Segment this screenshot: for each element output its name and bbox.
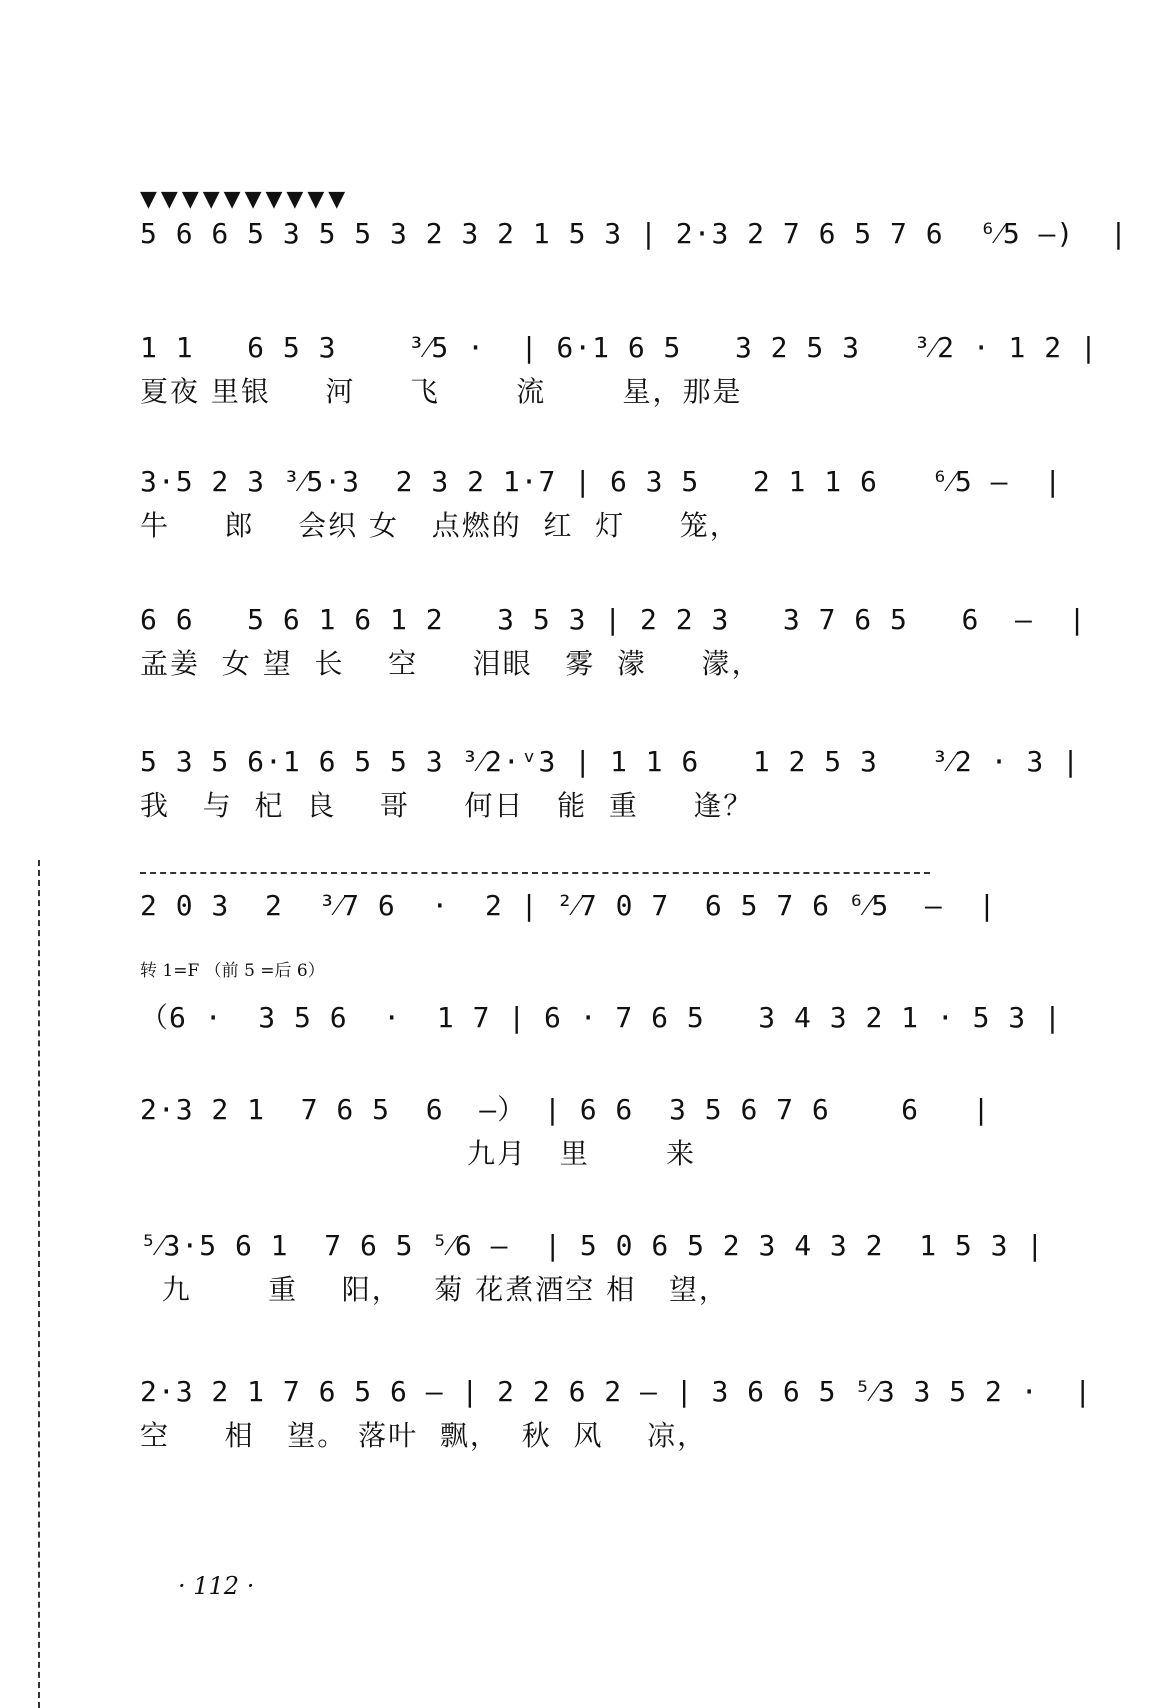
notation-line: ⁵⁄3·5 6 1 7 6 5 ⁵⁄6 — | 5 0 6 5 2 3 4 3 2 1 5 3 | — [140, 1229, 1045, 1262]
notation-line: 2·3 2 1 7 6 5 6 —） | 6 6 3 5 6 7 6 6 | — [140, 1093, 991, 1126]
score-system-6 — [140, 886, 1020, 926]
notation-line: （6 · 3 5 6 · 1 7 | 6 · 7 6 5 3 4 3 2 1 · 5 3 | — [140, 1001, 1062, 1034]
lyrics-line: 夏夜 里银 河 飞 流 星，那是 — [140, 375, 743, 408]
accent-marks: ▼▼▼▼▼▼▼▼▼▼ — [140, 187, 350, 212]
key-change-label: 转 1=F （前 5 =后 6） — [140, 961, 325, 981]
score-system-8 — [140, 1090, 1020, 1176]
score-system-10 — [140, 1372, 1093, 1458]
lyrics-line: 牛 郎 会织 女 点燃的 红 灯 笼， — [140, 509, 740, 542]
dashed-tie — [140, 872, 930, 874]
lyrics-line: 九月 里 来 — [140, 1137, 697, 1170]
lyrics-line: 我 与 杞 良 哥 何日 能 重 逢？ — [140, 789, 754, 822]
score-system-7 — [140, 960, 1062, 1038]
score-system-1 — [140, 187, 1128, 300]
binding-dashed-line — [38, 860, 40, 1708]
notation-line: 2·3 2 1 7 6 5 6 — | 2 2 6 2 — | 3 6 6 5 ⁵⁄3 3 5 2 · | — [140, 1375, 1093, 1408]
page-number: · 112 · — [178, 1572, 255, 1600]
score-system-4 — [140, 600, 1087, 686]
notation-line: 5 3 5 6·1 6 5 5 3 ³⁄2·ᵛ3 | 1 1 6 1 2 5 3 ³⁄2 · 3 | — [140, 745, 1080, 778]
score-system-9 — [140, 1226, 1045, 1312]
score-system-5 — [140, 742, 1080, 828]
notation-line: 2 0 3 2 ³⁄7 6 · 2 | ²⁄7 0 7 6 5 7 6 ⁶⁄5 — | — [140, 889, 997, 922]
lyrics-line: 空 相 望。 落叶 飘， 秋 风 凉， — [140, 1419, 708, 1452]
notation-line: 6 6 5 6 1 6 1 2 3 5 3 | 2 2 3 3 7 6 5 6 — | — [140, 603, 1087, 636]
score-system-3 — [140, 462, 1063, 548]
lyrics-line: 九 重 阳， 菊 花煮酒空 相 望， — [140, 1273, 729, 1306]
notation-line: 5 6 6 5 3 5 5 3 2 3 2 1 5 3 | 2·3 2 7 6 5 7 6 ⁶⁄5 —) | — [140, 217, 1128, 250]
score-system-2 — [140, 328, 1098, 414]
lyrics-line: 孟姜 女 望 长 空 泪眼 雾 濛 濛， — [140, 647, 762, 680]
notation-line: 3·5 2 3 ³⁄5·3 2 3 2 1·7 | 6 3 5 2 1 1 6 ⁶⁄5 — | — [140, 465, 1063, 498]
lyrics-line — [140, 260, 1020, 300]
notation-line: 1 1 6 5 3 ³⁄5 · | 6·1 6 5 3 2 5 3 ³⁄2 · 1 2 | — [140, 331, 1098, 364]
